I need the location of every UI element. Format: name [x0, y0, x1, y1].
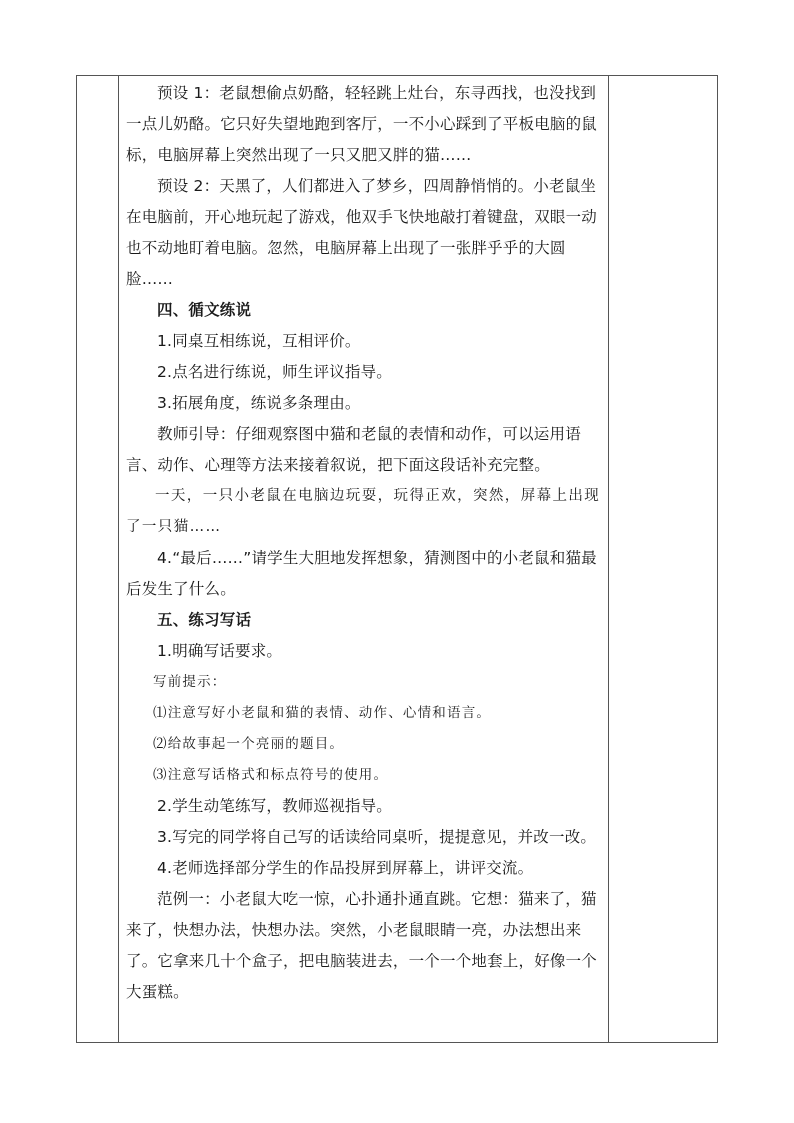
preset-1-paragraph: 预设 1：老鼠想偷点奶酪，轻轻跳上灶台，东寻西找，也没找到一点儿奶酪。它只好失望地跑到客厅，一不小心踩到了平板电脑的鼠标，电脑屏幕上突然出现了一只又肥又胖的猫…… — [126, 84, 598, 164]
section-4-item-1: 1.同桌互相练说，互相评价。 — [157, 332, 361, 350]
section-4-item-3: 3.拓展角度，练说多条理由。 — [157, 394, 361, 412]
preset-2-paragraph: 预设 2：天黑了，人们都进入了梦乡，四周静悄悄的。小老鼠坐在电脑前，开心地玩起了游戏，他双手飞快地敲打着键盘，双眼一动也不动地盯着电脑。忽然，电脑屏幕上出现了一张胖乎乎的大圆脸…… — [126, 177, 598, 288]
table-column-divider-left — [118, 75, 119, 1043]
section-4-heading: 四、循文练说 — [157, 301, 252, 319]
section-5-item-1: 1.明确写话要求。 — [157, 642, 283, 660]
writing-tip-3: ⑶注意写话格式和标点符号的使用。 — [153, 767, 389, 783]
section-5-item-3: 3.写完的同学将自己写的话读给同桌听，提提意见，并改一改。 — [157, 828, 597, 846]
section-4-item-4: 4.“最后……”请学生大胆地发挥想象，猜测图中的小老鼠和猫最后发生了什么。 — [126, 549, 597, 598]
section-5-item-2: 2.学生动笔练写，教师巡视指导。 — [157, 797, 392, 815]
example-paragraph: 范例一：小老鼠大吃一惊，心扑通扑通直跳。它想：猫来了，猫来了，快想办法，快想办法。突然，小老鼠眼睛一亮，办法想出来了。它拿来几十个盒子，把电脑装进去，一个一个地套上，好像一个大蛋糕。 — [126, 890, 598, 1001]
section-4-item-2: 2.点名进行练说，师生评议指导。 — [157, 363, 392, 381]
writing-tip-2: ⑵给故事起一个亮丽的题目。 — [153, 736, 345, 752]
writing-tips-title: 写前提示： — [153, 674, 227, 690]
section-5-heading: 五、练习写话 — [157, 611, 252, 629]
teacher-guide-paragraph: 教师引导：仔细观察图中猫和老鼠的表情和动作，可以运用语言、动作、心理等方法来接着叙说，把下面这段话补充完整。 — [126, 425, 581, 474]
section-5-item-4: 4.老师选择部分学生的作品投屏到屏幕上，讲评交流。 — [157, 859, 534, 877]
handwritten-prompt: 一天，一只小老鼠在电脑边玩耍，玩得正欢，突然，屏幕上出现了一只猫…… — [126, 488, 601, 535]
writing-tip-1: ⑴注意写好小老鼠和猫的表情、动作、心情和语言。 — [153, 705, 492, 721]
lesson-content-cell — [126, 78, 604, 1008]
table-column-divider-right — [608, 75, 609, 1043]
